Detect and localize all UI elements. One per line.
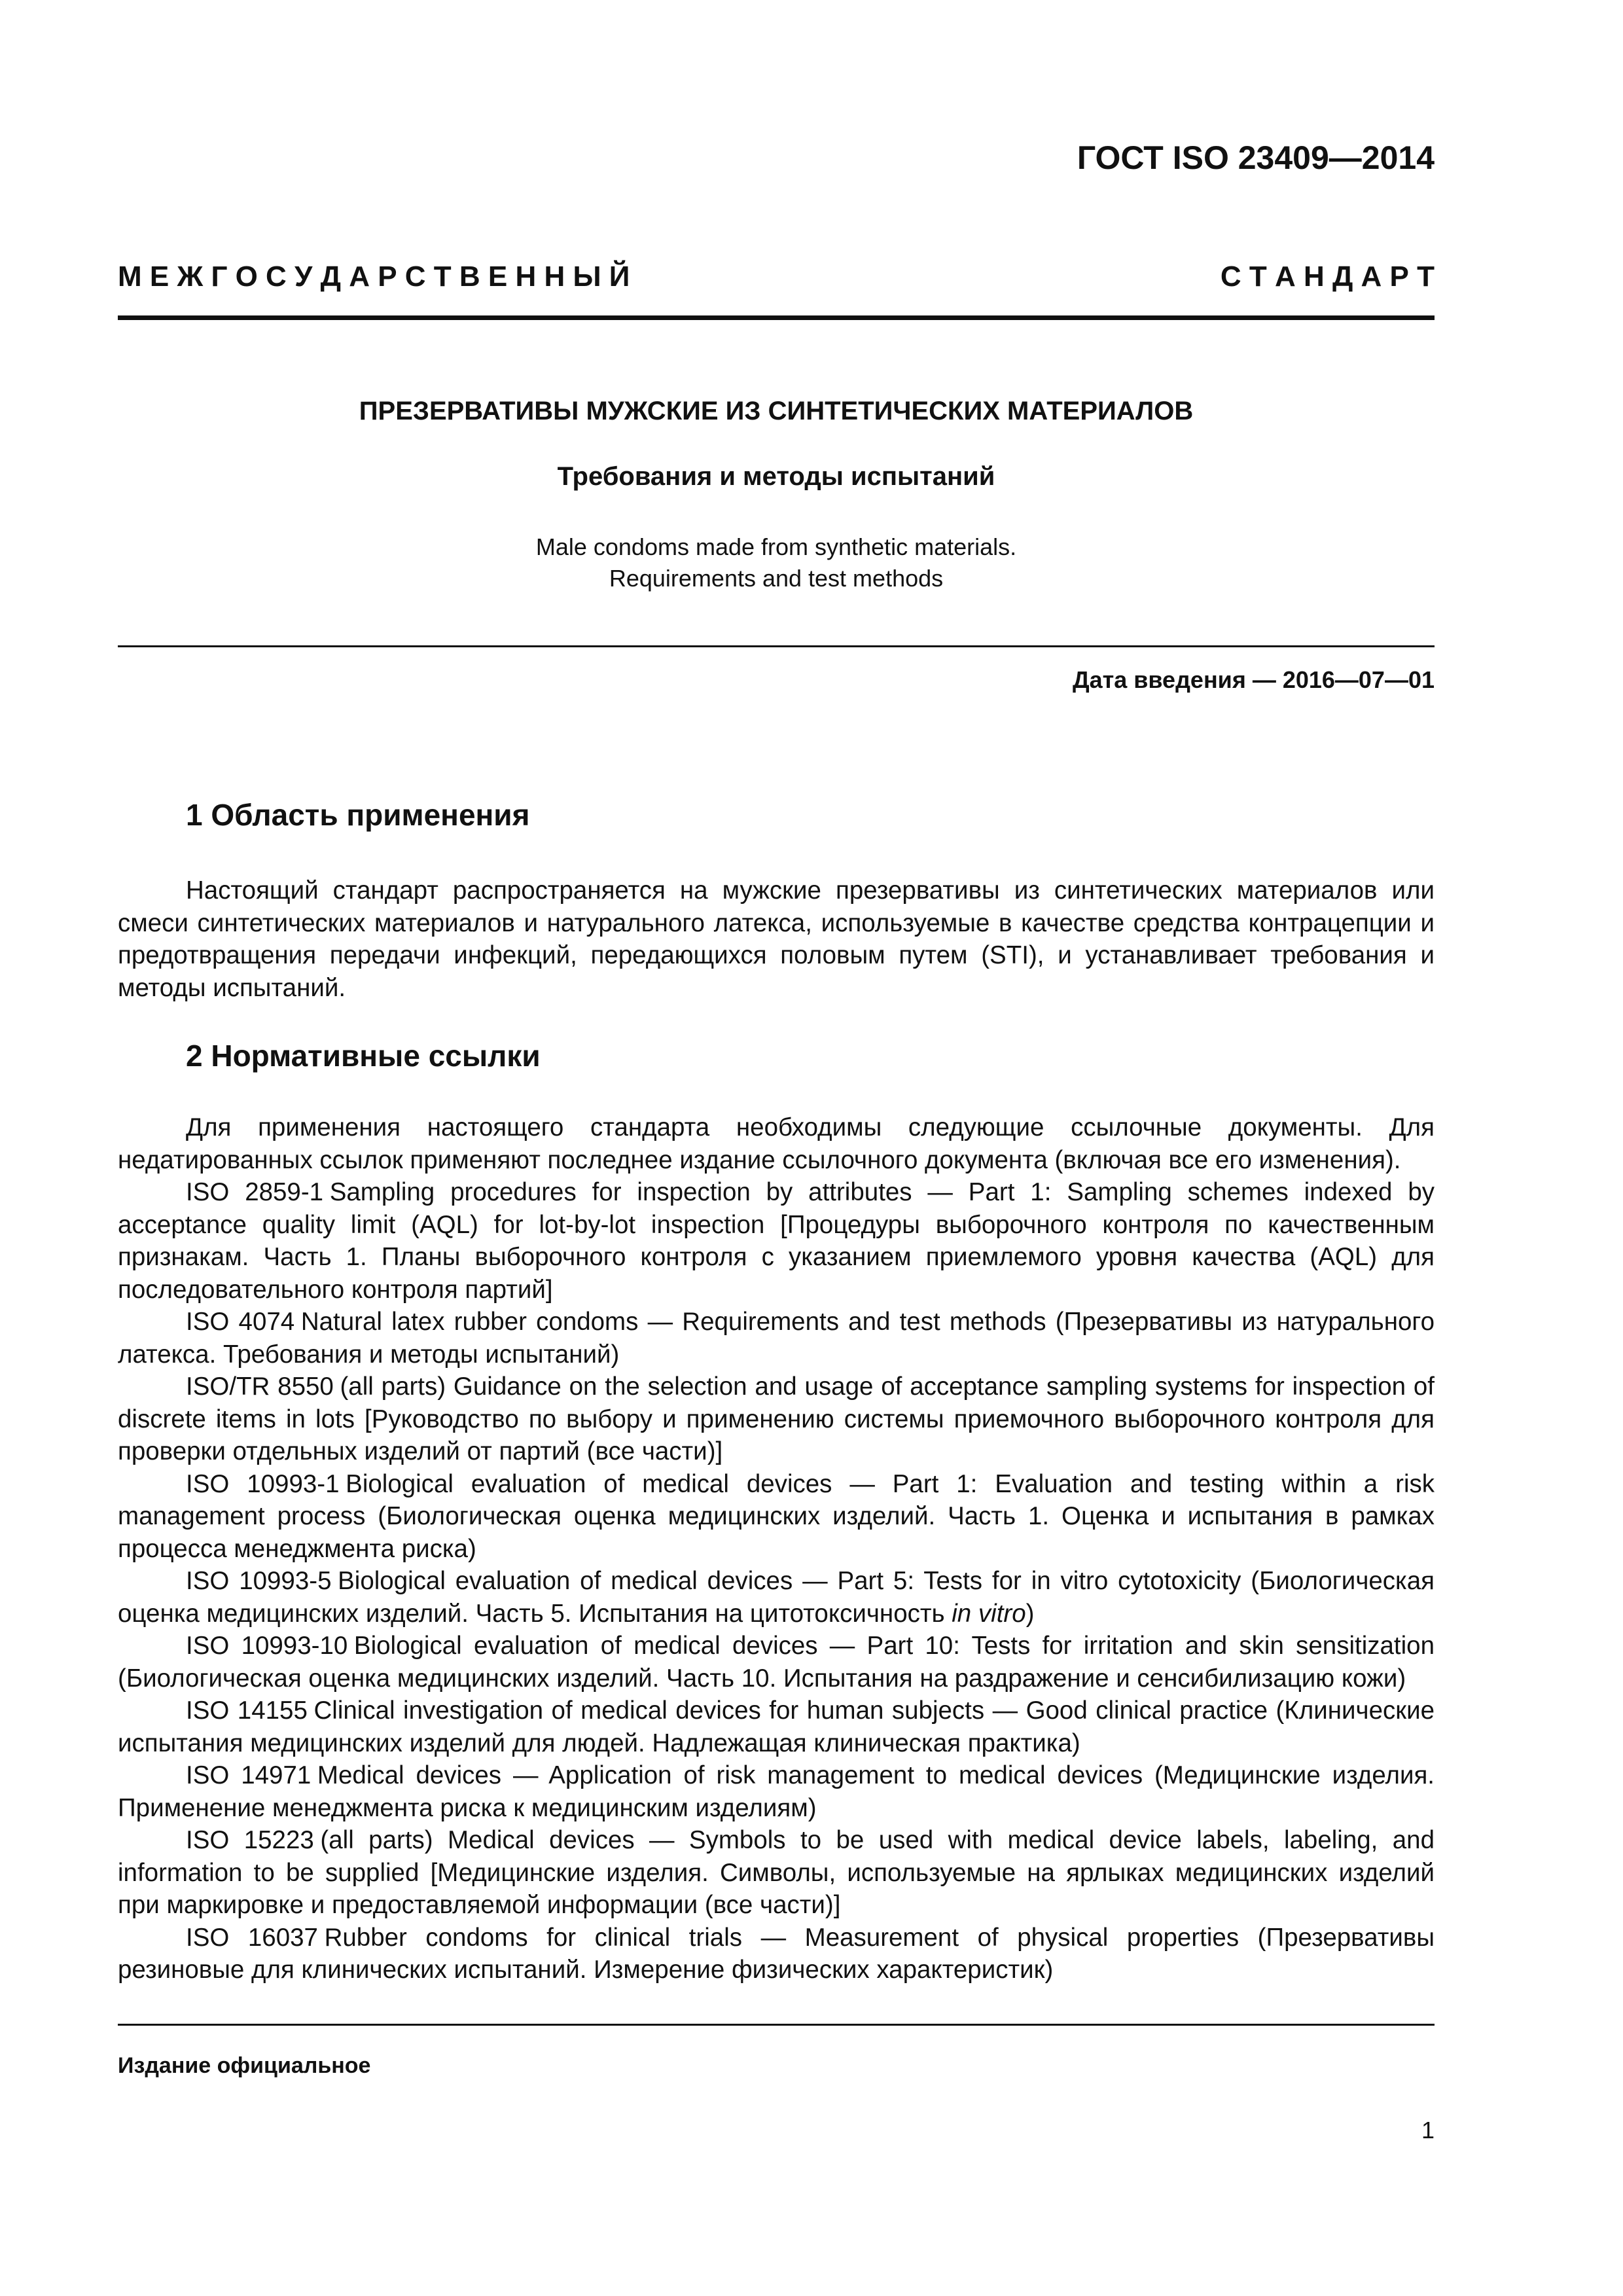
reference-item (118, 1565, 1435, 1630)
reference-item (118, 1695, 1435, 1759)
reference-item (118, 1468, 1435, 1566)
scope-paragraph: Настоящий стандарт распространяется на мужские презервативы из синтетических материалов или смеси синтетических материалов и натурального латекса, используемые в качестве средства контрацепции и предотвращения передачи инфекций, передающихся половым путем (STI), и устанавливает требования и методы испытаний. (118, 876, 1435, 1002)
standard-type-banner (118, 254, 1435, 300)
banner-word-standard: С Т А Н Д А Р Т (1220, 260, 1435, 293)
reference-item (118, 1824, 1435, 1922)
document-title: ПРЕЗЕРВАТИВЫ МУЖСКИЕ ИЗ СИНТЕТИЧЕСКИХ МАТЕРИАЛОВ (359, 397, 1194, 425)
reference-item (118, 1371, 1435, 1468)
reference-item (118, 1922, 1435, 1986)
english-title (118, 531, 1435, 594)
reference-code: ISO 10993-10 (186, 1632, 348, 1660)
reference-code: ISO 16037 (186, 1923, 318, 1952)
references-intro: Для применения настоящего стандарта необходимы следующие ссылочные документы. Для недатированных ссылок применяют последнее издание ссылочного документа (включая все его изменения). (118, 1113, 1435, 1174)
section-1-body (118, 874, 1435, 1004)
reference-italic-term: in vitro (952, 1599, 1026, 1628)
reference-code: ISO 15223 (186, 1826, 314, 1854)
english-title-line-2: Requirements and test methods (609, 565, 944, 592)
reference-code: ISO 14971 (186, 1761, 312, 1789)
reference-text-end: ) (1026, 1599, 1035, 1628)
title-rule (118, 645, 1435, 647)
page-number: 1 (1421, 2117, 1435, 2144)
footer-rule (118, 2024, 1435, 2026)
reference-text: Rubber condoms for clinical trials — Measurement of physical properties (Презервативы резиновые для клинических испытаний. Измерение физических характеристик) (118, 1923, 1435, 1984)
reference-text: Biological evaluation of medical devices — Part 5: Tests for in vitro cytotoxicity (Биологическая оценка медицинских изделий. Часть 5. Испытания на цитотоксичность (118, 1567, 1435, 1628)
reference-item (118, 1759, 1435, 1824)
reference-code: ISO 10993-5 (186, 1567, 332, 1595)
official-edition-label: Издание официальное (118, 2053, 371, 2078)
reference-code: ISO 4074 (186, 1308, 295, 1336)
document-subtitle: Требования и методы испытаний (557, 462, 995, 491)
reference-text: Sampling procedures for inspection by attributes — Part 1: Sampling schemes indexed by acceptance quality limit (AQL) for lot-by-lot inspection [Процедуры выборочного контроля по качественным признакам. Часть 1. Планы выборочного контроля с указанием приемлемого уровня качества (AQL) для последовательного контроля партий] (118, 1178, 1435, 1304)
reference-code: ISO 14155 (186, 1696, 308, 1725)
section-2-body (118, 1111, 1435, 1986)
introduction-date: Дата введения — 2016—07—01 (1072, 666, 1435, 693)
banner-word-interstate: М Е Ж Г О С У Д А Р С Т В Е Н Н Ы Й (118, 260, 630, 293)
header-rule (118, 315, 1435, 320)
reference-text: Medical devices — Application of risk management to medical devices (Медицинские изделия. Применение менеджмента риска к медицинским изделиям) (118, 1761, 1435, 1822)
reference-code: ISO 2859-1 (186, 1178, 324, 1206)
reference-text: (all parts) Guidance on the selection and usage of acceptance sampling systems for inspection of discrete items in lots [Руководство по выбору и применению системы приемочного выборочного контроля для проверки отдельных изделий от партий (все части)] (118, 1372, 1435, 1465)
section-1-heading: 1 Область применения (186, 798, 530, 832)
reference-text: Clinical investigation of medical devices for human subjects — Good clinical practice (Клинические испытания медицинских изделий для людей. Надлежащая клиническая практика) (118, 1696, 1435, 1757)
reference-code: ISO 10993-1 (186, 1469, 340, 1498)
reference-text: (all parts) Medical devices — Symbols to be used with medical device labels, labeling, and information to be supplied [Медицинские изделия. Символы, используемые на ярлыках медицинских изделий при маркировке и предоставляемой информации (все части)] (118, 1826, 1435, 1919)
reference-item (118, 1630, 1435, 1695)
reference-item (118, 1176, 1435, 1306)
document-number: ГОСТ ISO 23409—2014 (1077, 139, 1435, 176)
reference-text: Natural latex rubber condoms — Requirements and test methods (Презервативы из натурального латекса. Требования и методы испытаний) (118, 1308, 1435, 1369)
reference-text: Biological evaluation of medical devices — Part 10: Tests for irritation and skin sensitization (Биологическая оценка медицинских изделий. Часть 10. Испытания на раздражение и сенсибилизацию кожи) (118, 1632, 1435, 1693)
reference-item (118, 1306, 1435, 1371)
section-2-heading: 2 Нормативные ссылки (186, 1039, 541, 1073)
reference-code: ISO/TR 8550 (186, 1372, 334, 1401)
reference-text: Biological evaluation of medical devices — Part 1: Evaluation and testing within a risk management process (Биологическая оценка медицинских изделий. Часть 1. Оценка и испытания в рамках процесса менеджмента риска) (118, 1469, 1435, 1563)
english-title-line-1: Male condoms made from synthetic materials. (535, 533, 1017, 560)
